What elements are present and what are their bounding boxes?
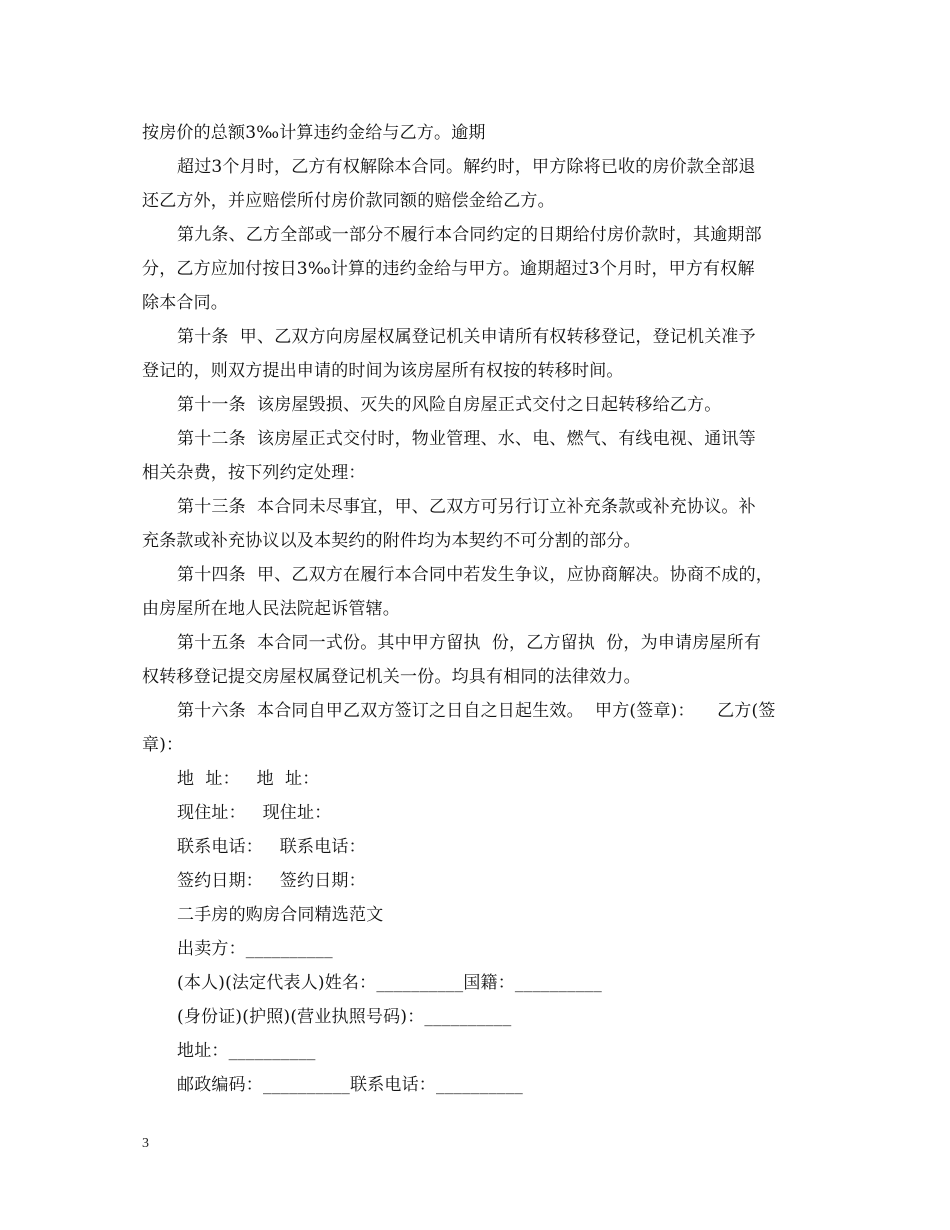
text-line: 登记的，则双方提出申请的时间为该房屋所有权按的转移时间。 — [142, 361, 624, 381]
text-line: 权转移登记提交房屋权属登记机关一份。均具有相同的法律效力。 — [142, 667, 641, 687]
text-line: 按房价的总额3‰计算违约金给与乙方。逾期 — [142, 123, 486, 143]
page-number: 3 — [142, 1136, 149, 1151]
text-line: 第十三条 本合同未尽事宜，甲、乙双方可另行订立补充条款或补充协议。补 — [177, 497, 756, 517]
text-line: 第十四条 甲、乙双方在履行本合同中若发生争议，应协商解决。协商不成的， — [177, 565, 774, 585]
text-line: 除本合同。 — [142, 293, 228, 313]
text-line: (身份证)(护照)(营业执照号码)：__________ — [177, 1007, 512, 1027]
text-line: 邮政编码：__________联系电话：__________ — [177, 1075, 523, 1095]
text-line: 出卖方：__________ — [177, 939, 333, 959]
text-line: (本人)(法定代表人)姓名：__________国籍：__________ — [177, 973, 602, 993]
text-line: 签约日期： 签约日期： — [177, 871, 366, 891]
text-line: 充条款或补充协议以及本契约的附件均为本契约不可分割的部分。 — [142, 531, 641, 551]
text-line: 还乙方外，并应赔偿所付房价款同额的赔偿金给乙方。 — [142, 191, 555, 211]
text-line: 超过3个月时，乙方有权解除本合同。解约时，甲方除将已收的房价款全部退 — [177, 157, 756, 177]
text-line: 相关杂费，按下列约定处理： — [142, 463, 366, 483]
text-line: 现住址： 现住址： — [177, 803, 332, 823]
text-line: 章)： — [142, 735, 184, 755]
text-line: 联系电话： 联系电话： — [177, 837, 366, 857]
text-line: 由房屋所在地人民法院起诉管辖。 — [142, 599, 400, 619]
text-line: 第十五条 本合同一式份。其中甲方留执 份，乙方留执 份，为申请房屋所有 — [177, 633, 762, 653]
text-line: 第九条、乙方全部或一部分不履行本合同约定的日期给付房价款时，其逾期部 — [177, 225, 762, 245]
text-line: 第十条 甲、乙双方向房屋权属登记机关申请所有权转移登记，登记机关准予 — [177, 327, 756, 347]
text-line: 分，乙方应加付按日3‰计算的违约金给与甲方。逾期超过3个月时，甲方有权解 — [142, 259, 755, 279]
text-line: 第十一条 该房屋毁损、灭失的风险自房屋正式交付之日起转移给乙方。 — [177, 395, 722, 415]
text-line: 地址：__________ — [177, 1041, 316, 1061]
text-line: 二手房的购房合同精选范文 — [177, 905, 384, 925]
text-line: 地 址： 地 址： — [177, 769, 320, 789]
text-line: 第十二条 该房屋正式交付时，物业管理、水、电、燃气、有线电视、通讯等 — [177, 429, 756, 449]
text-line: 第十六条 本合同自甲乙双方签订之日自之日起生效。 甲方(签章)： 乙方(签 — [177, 701, 776, 721]
document-body — [142, 116, 818, 1102]
